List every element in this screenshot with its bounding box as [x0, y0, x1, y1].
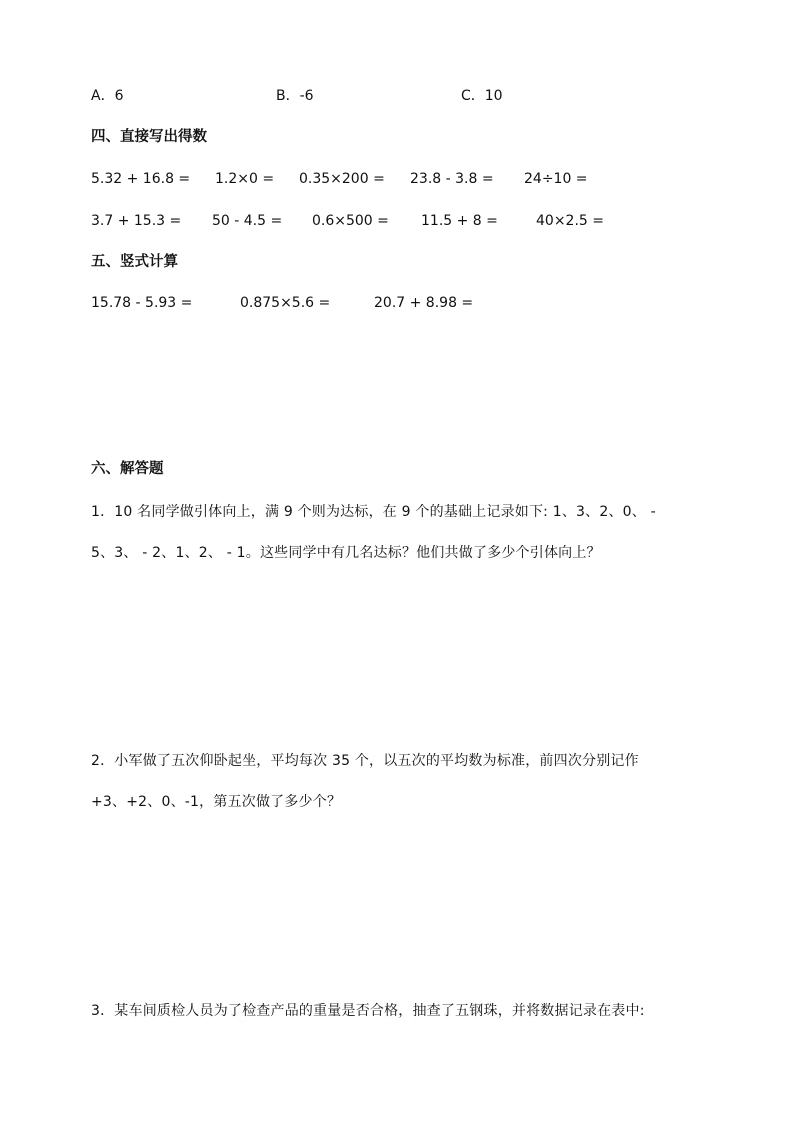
- calc-item: 3.7 + 15.3 =: [91, 213, 182, 229]
- calc-item: 40×2.5 =: [536, 213, 604, 229]
- calc-item: 23.8 - 3.8 =: [410, 171, 494, 187]
- vertical-calc-item: 20.7 + 8.98 =: [374, 295, 474, 311]
- calc-item: 24÷10 =: [524, 171, 588, 187]
- calc-item: 50 - 4.5 =: [212, 213, 283, 229]
- calc-item: 11.5 + 8 =: [421, 213, 498, 229]
- calc-item: 1.2×0 =: [215, 171, 275, 187]
- question-3-line1: 3．某车间质检人员为了检查产品的重量是否合格，抽查了五钢珠，并将数据记录在表中:: [91, 1003, 645, 1019]
- option-b: B．-6: [276, 88, 314, 104]
- option-a: A．6: [91, 88, 124, 104]
- question-2-line1: 2．小军做了五次仰卧起坐，平均每次 35 个，以五次的平均数为标准，前四次分别记作: [91, 753, 639, 769]
- calc-item: 5.32 + 16.8 =: [91, 171, 191, 187]
- option-c: C．10: [461, 88, 503, 104]
- vertical-calc-item: 15.78 - 5.93 =: [91, 295, 193, 311]
- section6-title: 六、解答题: [91, 461, 164, 477]
- question-1-line2: 5、3、 - 2、1、2、 - 1。这些同学中有几名达标？他们共做了多少个引体向上？: [91, 545, 601, 561]
- question-2-line2: +3、+2、0、-1，第五次做了多少个？: [91, 794, 342, 810]
- calc-item: 0.35×200 =: [299, 171, 385, 187]
- section5-title: 五、竖式计算: [91, 254, 178, 270]
- question-1-line1: 1．10 名同学做引体向上，满 9 个则为达标，在 9 个的基础上记录如下: 1、3、2、0、 -: [91, 504, 656, 520]
- calc-item: 0.6×500 =: [312, 213, 389, 229]
- vertical-calc-item: 0.875×5.6 =: [240, 295, 331, 311]
- section4-title: 四、直接写出得数: [91, 129, 207, 145]
